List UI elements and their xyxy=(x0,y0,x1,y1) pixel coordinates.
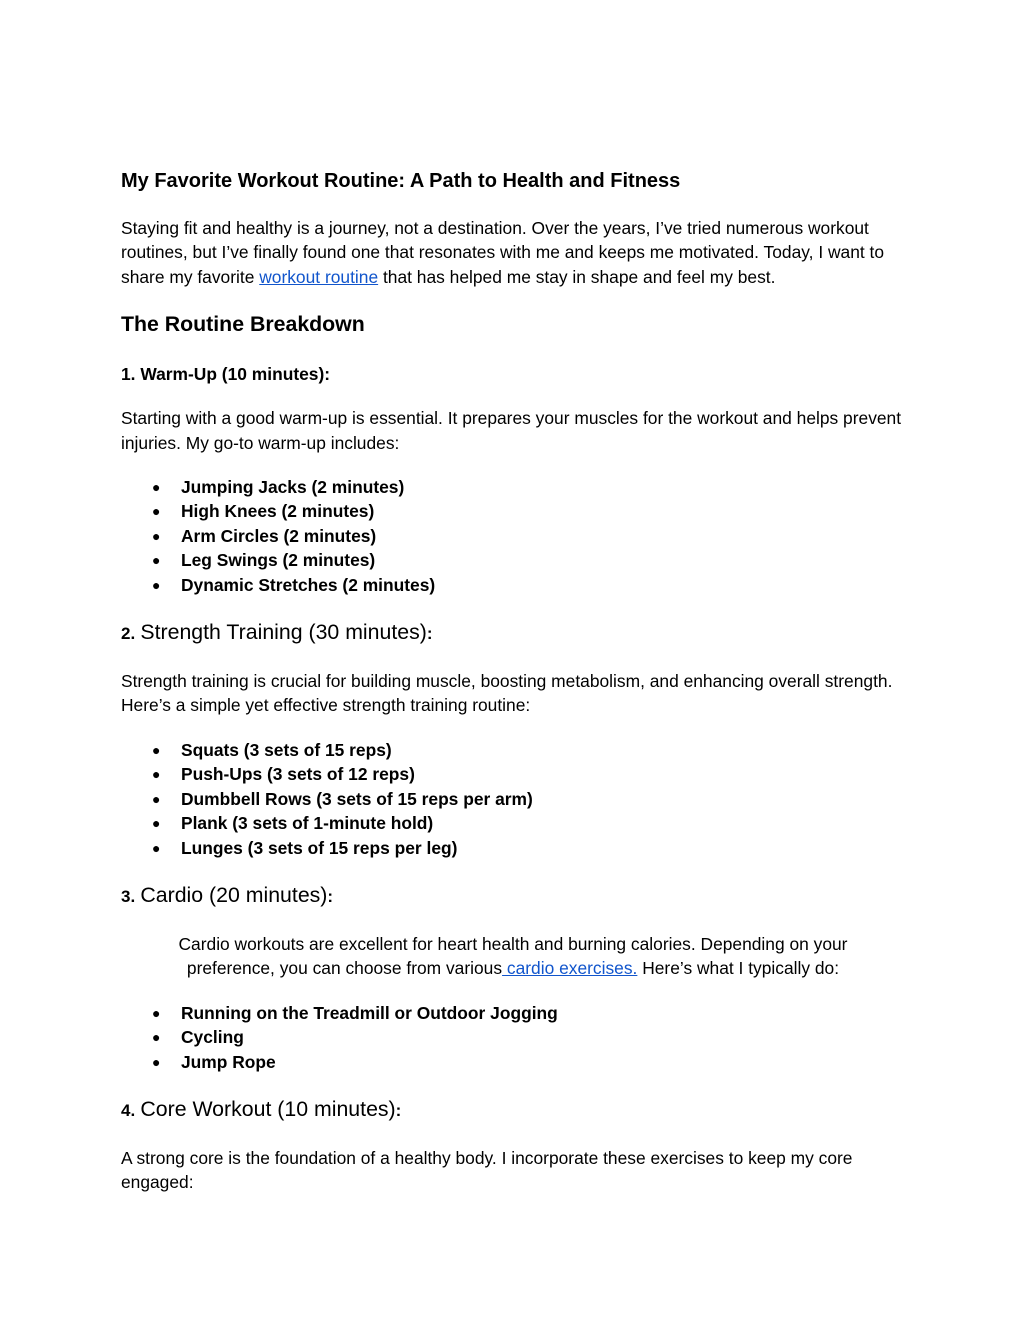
bullet-icon: ● xyxy=(152,527,161,544)
bullet-icon: ● xyxy=(152,479,161,496)
list-item: ● Arm Circles (2 minutes) xyxy=(121,524,911,548)
core-number: 4. xyxy=(121,1100,136,1120)
page-title: My Favorite Workout Routine: A Path to Health and Fitness xyxy=(121,170,681,192)
list-item: ● Squats (3 sets of 15 reps) xyxy=(121,738,911,762)
list-item: ● Push-Ups (3 sets of 12 reps) xyxy=(121,762,911,786)
document-body xyxy=(121,168,911,1195)
bullet-icon: ● xyxy=(152,1053,161,1070)
strength-paragraph: Strength training is crucial for building muscle, boosting metabolism, and enhancing overall strength. Here’s a simple yet effective strength training routine: xyxy=(121,671,893,716)
list-item: ● Dynamic Stretches (2 minutes) xyxy=(121,573,911,597)
strength-number: 2. xyxy=(121,624,136,644)
cardio-number: 3. xyxy=(121,886,136,906)
list-item: ● Jumping Jacks (2 minutes) xyxy=(121,475,911,499)
cardio-paragraph xyxy=(121,932,911,981)
strength-heading: 2. Strength Training (30 minutes): xyxy=(121,620,433,645)
warmup-paragraph: Starting with a good warm-up is essential. It prepares your muscles for the workout and helps prevent injuries. My go-to warm-up includes: xyxy=(121,408,902,453)
cardio-list xyxy=(121,1001,911,1074)
cardio-exercises-link[interactable]: cardio exercises. xyxy=(502,958,638,979)
bullet-icon: ● xyxy=(152,1029,161,1046)
bullet-icon: ● xyxy=(152,741,161,758)
workout-routine-link[interactable]: workout routine xyxy=(259,266,379,287)
bullet-icon: ● xyxy=(152,839,161,856)
warmup-list xyxy=(121,475,911,597)
list-item: ● Dumbbell Rows (3 sets of 15 reps per arm) xyxy=(121,787,911,811)
bullet-icon: ● xyxy=(152,790,161,807)
bullet-icon: ● xyxy=(152,503,161,520)
list-item: ● Leg Swings (2 minutes) xyxy=(121,548,911,572)
list-item: ● High Knees (2 minutes) xyxy=(121,499,911,523)
routine-breakdown-heading: The Routine Breakdown xyxy=(121,312,365,337)
bullet-icon: ● xyxy=(152,815,161,832)
cardio-text-after-link: Here’s what I typically do: xyxy=(637,958,840,979)
intro-text-before-link: Staying fit and healthy is a journey, not a destination. Over the years, I’ve tried numerous workout routines, but I’ve finally found one that resonates with me and keeps me motivated. Today, I want to share my favorite xyxy=(121,218,885,287)
intro-paragraph xyxy=(121,216,911,289)
cardio-text-before-link: preference, you can choose from various xyxy=(186,958,503,979)
list-item: ● Running on the Treadmill or Outdoor Jogging xyxy=(121,1001,911,1025)
bullet-icon: ● xyxy=(152,552,161,569)
list-item: ● Jump Rope xyxy=(121,1050,911,1074)
warmup-heading: 1. Warm-Up (10 minutes): xyxy=(121,364,331,385)
list-item: ● Plank (3 sets of 1-minute hold) xyxy=(121,811,911,835)
core-paragraph: A strong core is the foundation of a healthy body. I incorporate these exercises to keep my core engaged: xyxy=(121,1147,853,1193)
strength-title: Strength Training (30 minutes) xyxy=(140,620,427,645)
cardio-text-line1: Cardio workouts are excellent for heart health and burning calories. Depending on your xyxy=(178,933,848,954)
strength-list xyxy=(121,738,911,860)
list-item: ● Cycling xyxy=(121,1025,911,1049)
core-heading: 4. Core Workout (10 minutes): xyxy=(121,1096,402,1121)
cardio-title: Cardio (20 minutes) xyxy=(140,882,328,907)
bullet-icon: ● xyxy=(152,1004,161,1021)
intro-text-after-link: that has helped me stay in shape and feel my best. xyxy=(378,266,776,287)
core-title: Core Workout (10 minutes) xyxy=(140,1096,396,1121)
bullet-icon: ● xyxy=(152,576,161,593)
cardio-heading: 3. Cardio (20 minutes): xyxy=(121,882,334,907)
list-item: ● Lunges (3 sets of 15 reps per leg) xyxy=(121,836,911,860)
bullet-icon: ● xyxy=(152,766,161,783)
